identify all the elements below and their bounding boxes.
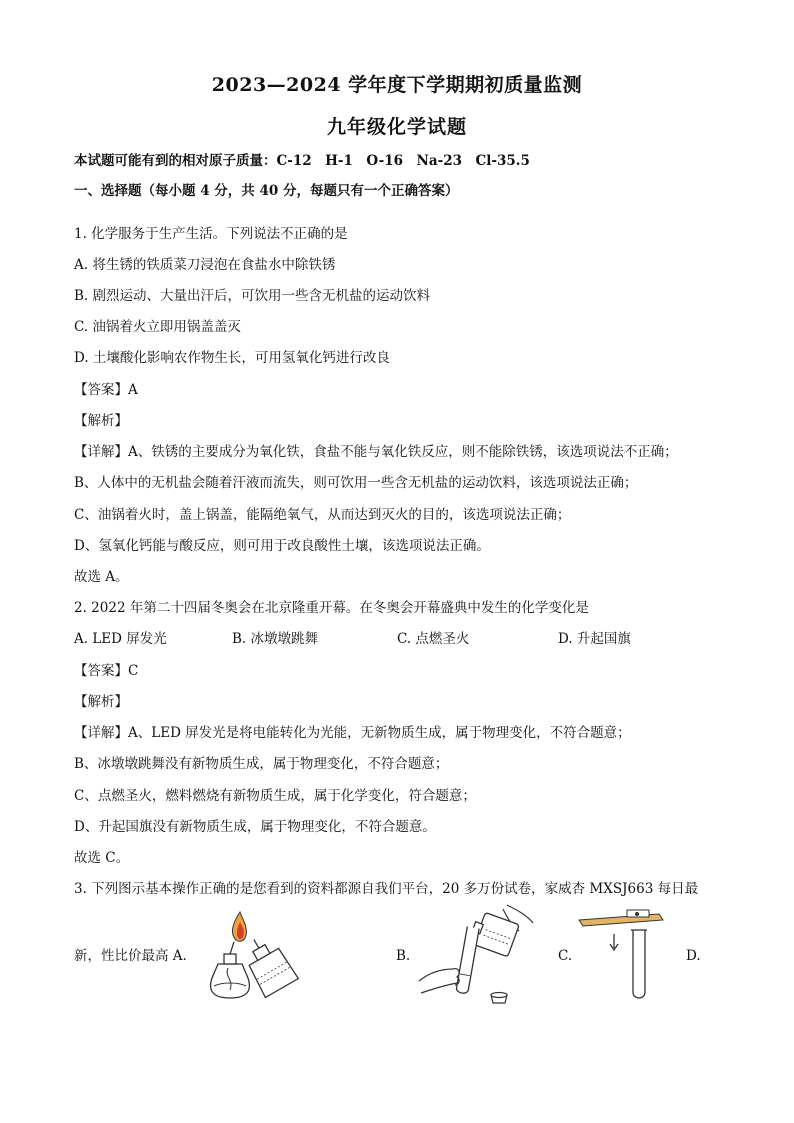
- q1-option-a: A. 将生锈的铁质菜刀浸泡在食盐水中除铁锈: [74, 257, 336, 273]
- q2-option-a: A. LED 屏发光: [74, 631, 167, 647]
- q1-detail-c: C、油锅着火时，盖上锅盖，能隔绝氧气，从而达到灭火的目的，该选项说法正确；: [74, 507, 571, 523]
- figure-b-pouring-liquid: [415, 903, 540, 1007]
- q1-option-d: D. 土壤酸化影响农作物生长，可用氢氧化钙进行改良: [74, 350, 390, 366]
- exam-title: 2023—2024 学年度下学期期初质量监测: [211, 74, 583, 96]
- q1-detail-d: D、氢氧化钙能与酸反应，则可用于改良酸性土壤，该选项说法正确。: [74, 538, 490, 554]
- q1-stem: 1. 化学服务于生产生活。下列说法不正确的是: [74, 226, 348, 242]
- q1-analysis: 【解析】: [74, 413, 128, 429]
- q1-conclusion: 故选 A。: [74, 569, 129, 585]
- atomic-mass-note: 本试题可能有到的相对原子质量：C-12 H-1 O-16 Na-23 Cl-35.5: [74, 153, 530, 169]
- q3-option-b-label: B.: [396, 948, 411, 964]
- figure-a-alcohol-lamps: [190, 908, 300, 1004]
- q2-option-c: C. 点燃圣火: [397, 631, 470, 647]
- q3-stem-line2: 新，性比价最高 A.: [74, 948, 187, 964]
- q3-option-d-label: D.: [686, 948, 701, 964]
- q3-option-c-label: C.: [558, 948, 573, 964]
- exam-subtitle: 九年级化学试题: [326, 116, 467, 138]
- q2-detail-b: B、冰墩墩跳舞没有新物质生成，属于物理变化，不符合题意；: [74, 756, 449, 772]
- q2-detail-c: C、点燃圣火，燃料燃烧有新物质生成，属于化学变化，符合题意；: [74, 788, 476, 804]
- q1-detail-b: B、人体中的无机盐会随着汗液而流失，则可饮用一些含无机盐的运动饮料，该选项说法正确；: [74, 475, 638, 491]
- q3-stem: 3. 下列图示基本操作正确的是您看到的资料都源自我们平台，20 多万份试卷，家威杏 MXSJ663 每日最: [74, 881, 699, 897]
- q2-detail-a: 【详解】A、LED 屏发光是将电能转化为光能，无新物质生成，属于物理变化，不符合题意；: [74, 725, 631, 741]
- q2-option-d: D. 升起国旗: [558, 631, 631, 647]
- q2-detail-d: D、升起国旗没有新物质生成，属于物理变化，不符合题意。: [74, 819, 436, 835]
- q2-option-b: B. 冰墩墩跳舞: [232, 631, 319, 647]
- q1-option-b: B. 剧烈运动、大量出汗后，可饮用一些含无机盐的运动饮料: [74, 288, 431, 304]
- q1-answer: 【答案】A: [74, 382, 138, 398]
- figure-c-paper-trough-test-tube: [577, 908, 677, 1004]
- q1-detail-a: 【详解】A、铁锈的主要成分为氧化铁，食盐不能与氧化铁反应，则不能除铁锈，该选项说法不正确；: [74, 444, 678, 460]
- q2-conclusion: 故选 C。: [74, 850, 130, 866]
- section-title: 一、选择题（每小题 4 分，共 40 分，每题只有一个正确答案）: [74, 183, 459, 199]
- q2-stem: 2. 2022 年第二十四届冬奥会在北京隆重开幕。在冬奥会开幕盛典中发生的化学变化是: [74, 600, 589, 616]
- q1-option-c: C. 油锅着火立即用锅盖盖灭: [74, 319, 241, 335]
- q2-answer: 【答案】C: [74, 663, 139, 679]
- q2-analysis: 【解析】: [74, 694, 128, 710]
